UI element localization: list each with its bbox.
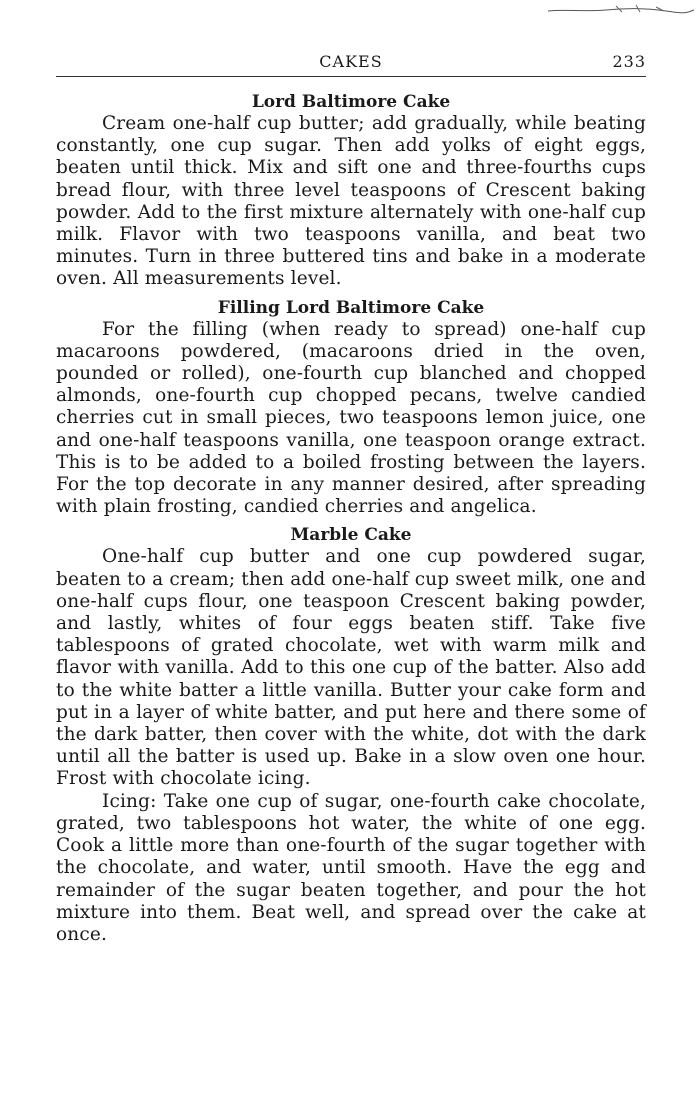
handwritten-mark	[546, 2, 696, 16]
recipe-lord-baltimore-cake	[56, 91, 646, 291]
recipe-paragraph: One-half cup butter and one cup powdered sugar, beaten to a cream; then add one-half cup sweet milk, one and one-half cups flour, one teaspoon Crescent baking powder, and lastly, whites of four eggs beaten stiff. Take five tablespoons of grated chocolate, wet with warm milk and flavor with vanilla. Add to this one cup of the batter. Also add to the white batter a little vanilla. Butter your cake form and put in a layer of white batter, and put here and there some of the dark batter, then cover with the white, dot with the dark until all the batter is used up. Bake in a slow oven one hour. Frost with chocolate icing.	[56, 546, 646, 790]
icing-paragraph: Icing: Take one cup of sugar, one-fourth cake chocolate, grated, two tablespoons hot water, the white of one egg. Cook a little more than one-fourth of the sugar together with the chocolate, and water, until smooth. Have the egg and remainder of the sugar beaten together, and pour the hot mixture into them. Beat well, and spread over the cake at once.	[56, 790, 646, 945]
recipe-marble-cake	[56, 524, 646, 946]
header-rule	[56, 76, 646, 77]
book-page	[56, 50, 646, 946]
recipe-title: Lord Baltimore Cake	[251, 92, 451, 112]
recipe-filling-lord-baltimore-cake	[56, 297, 646, 519]
running-head	[56, 50, 646, 76]
recipe-title: Filling Lord Baltimore Cake	[217, 297, 485, 318]
recipe-paragraph: For the filling (when ready to spread) one-half cup macaroons powdered, (macaroons dried in the oven, pounded or rolled), one-fourth cup blanched and chopped almonds, one-fourth cup chopped pecans, twelve candied cherries cut in small pieces, two teaspoons lemon juice, one and one-half teaspoons vanilla, one teaspoon orange extract. This is to be added to a boiled frosting between the layers. For the top decorate in any manner desired, after spreading with plain frosting, candied cherries and angelica.	[56, 318, 646, 518]
recipe-title: Marble Cake	[290, 525, 412, 546]
page-number: 233	[612, 52, 646, 71]
recipe-paragraph: Cream one-half cup butter; add gradually, while beating constantly, one cup sugar. Then add yolks of eight eggs, beaten until thick. Mix and sift one and three-fourths cups bread flour, with three level teaspoons of Crescent baking powder. Add to the first mixture alternately with one-half cup milk. Flavor with two teaspoons vanilla, and beat two minutes. Turn in three buttered tins and bake in a moderate oven. All measurements level.	[56, 113, 646, 290]
running-title: CAKES	[319, 52, 383, 71]
